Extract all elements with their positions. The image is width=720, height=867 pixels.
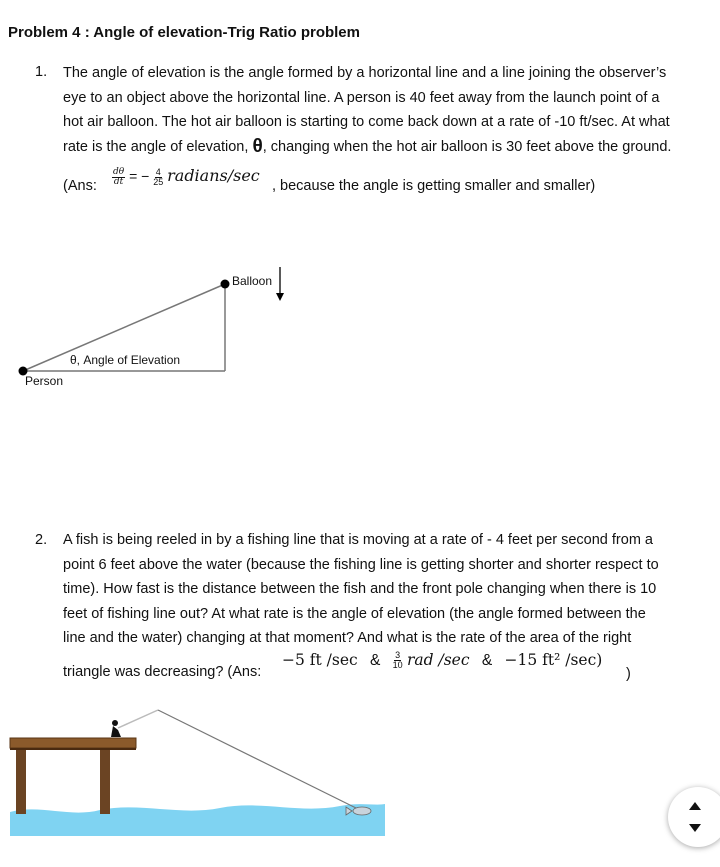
- fishing-diagram: [0, 700, 390, 840]
- problem-2-line-5: line and the water) changing at that moment? And what is the rate of the area of the right: [63, 630, 632, 646]
- answer-2c: −15 ft² /sec): [504, 651, 603, 669]
- angle-label: θ, Angle of Elevation: [70, 353, 181, 367]
- ampersand-2: &: [481, 652, 493, 669]
- problem-1-line-1: The angle of elevation is the angle formed by a horizontal line and a line joining the observer’s: [63, 65, 667, 81]
- problem-2-number: 2.: [35, 532, 48, 548]
- pier-leg-left: [16, 748, 26, 814]
- ampersand-1: &: [370, 652, 381, 669]
- fisherman-head-icon: [112, 720, 118, 726]
- angle-rate-numerator: 3: [395, 650, 401, 661]
- problem-2-line-2: point 6 feet above the water (because the fishing line is getting shorter and shorter respect to: [63, 556, 659, 573]
- problem-1-text: [63, 61, 719, 159]
- scroll-up-icon[interactable]: [689, 802, 701, 810]
- pier-leg-right: [100, 748, 110, 814]
- problem-1-line-3: hot air balloon. The hot air balloon is starting to come back down at a rate of -10 ft/sec. At what: [63, 114, 670, 130]
- theta-symbol: θ: [252, 135, 263, 157]
- rate-numerator: 4: [155, 166, 161, 177]
- balloon-label: Balloon: [232, 274, 273, 288]
- answer-2-formula: [282, 651, 602, 670]
- angle-rate-fraction: [393, 651, 403, 670]
- pier-deck-shadow: [10, 748, 136, 750]
- answer-2a: −5 ft /sec: [282, 651, 358, 669]
- rate-denominator: 25: [153, 176, 164, 187]
- equals-sign: = −: [129, 168, 150, 184]
- fishing-rod: [118, 710, 158, 728]
- rate-fraction: [153, 168, 163, 187]
- problem-2-line-4: feet of fishing line out? At what rate is the angle of elevation (the angle formed between the: [63, 605, 646, 622]
- derivative-denominator: dt: [113, 176, 124, 187]
- fishing-line: [158, 710, 360, 810]
- down-arrow-icon: [276, 293, 284, 301]
- angle-rate-denominator: 10: [392, 660, 403, 671]
- problem-title: Problem 4 : Angle of elevation-Trig Ratio problem: [8, 24, 360, 41]
- balloon-dot: [221, 280, 230, 289]
- scroll-down-icon[interactable]: [689, 824, 701, 832]
- derivative-fraction: [112, 168, 125, 187]
- problem-1-number: 1.: [35, 64, 48, 80]
- problem-2-line-1: A fish is being reeled in by a fishing line that is moving at a rate of - 4 feet per second from a: [63, 532, 653, 548]
- answer-2b: rad /sec: [407, 651, 470, 669]
- page-scroll-button[interactable]: [668, 787, 720, 847]
- pier-deck: [10, 738, 136, 748]
- answer-1-prefix: (Ans:: [63, 178, 97, 194]
- fish-icon: [353, 807, 371, 815]
- problem-1-line-4: [63, 135, 719, 160]
- line-4-before: rate is the angle of elevation,: [63, 138, 253, 155]
- water: [10, 804, 385, 836]
- problem-1-line-2: eye to an object above the horizontal line. A person is 40 feet away from the launch point of a: [63, 89, 660, 106]
- closing-paren: ): [626, 666, 631, 682]
- answer-1-suffix: , because the angle is getting smaller and smaller): [272, 178, 596, 194]
- person-label: Person: [25, 374, 64, 388]
- problem-2-line-3: time). How fast is the distance between the fish and the front pole changing when there is 10: [63, 581, 657, 597]
- rate-unit: radians/sec: [167, 166, 260, 185]
- answer-1-formula: [112, 166, 260, 187]
- problem-2-line-6: triangle was decreasing? (Ans:: [63, 664, 262, 680]
- problem-2-text: [63, 528, 719, 651]
- line-4-after: , changing when the hot air balloon is 30 feet above the ground.: [262, 138, 672, 155]
- derivative-numerator: dθ: [113, 166, 125, 177]
